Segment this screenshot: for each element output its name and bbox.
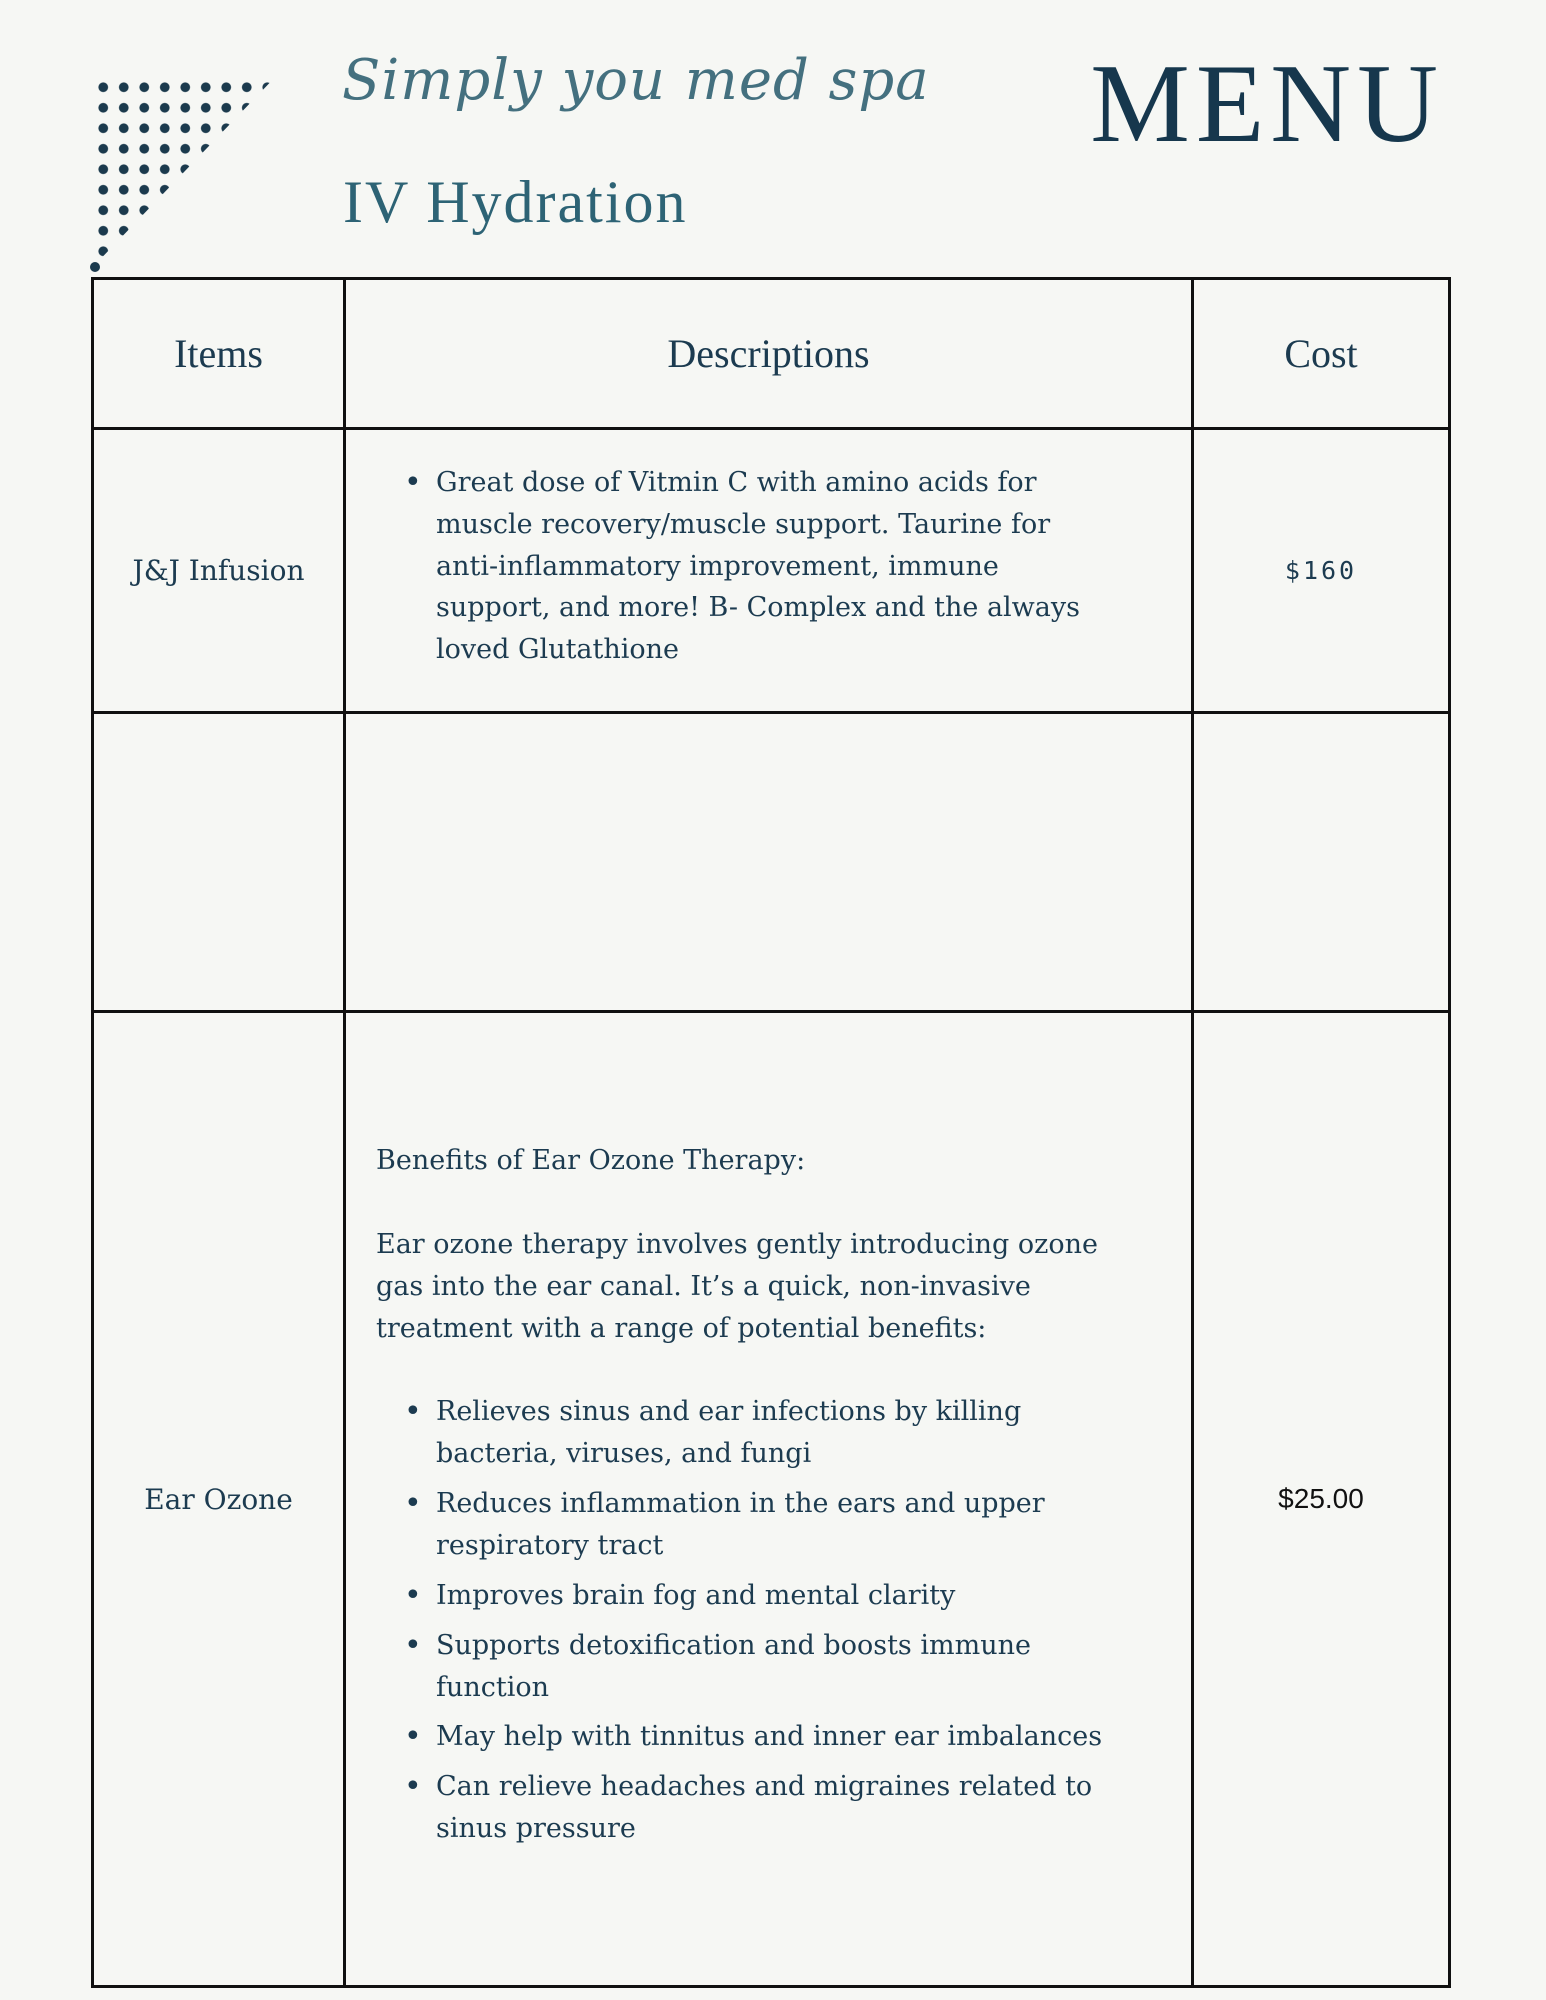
table-row-ear-ozone bbox=[93, 1012, 1450, 1987]
brand-logo-text: Simply you med spa bbox=[342, 48, 930, 113]
section-title: IV Hydration bbox=[343, 169, 688, 235]
description-ear-ozone bbox=[345, 1012, 1193, 1987]
cost-ear-ozone bbox=[1193, 1012, 1450, 1987]
item-name-jj-infusion: J&J Infusion bbox=[93, 429, 345, 713]
single-dot-icon bbox=[90, 262, 100, 272]
header-cost: Cost bbox=[1193, 279, 1450, 429]
bullet-list bbox=[376, 1391, 1141, 1849]
menu-title: MENU bbox=[1090, 42, 1444, 166]
bullet-item: • Supports detoxification and boosts immune function bbox=[404, 1625, 1141, 1709]
bullet-list bbox=[376, 462, 1091, 671]
bullet-item: • Great dose of Vitmin C with amino acids for muscle recovery/muscle support. Taurine for anti-inflammatory improvement, immune support, and more! B- Complex and the always loved Glutathione bbox=[404, 462, 1091, 671]
header-descriptions: Descriptions bbox=[345, 279, 1193, 429]
bullet-item: • May help with tinnitus and inner ear imbalances bbox=[404, 1716, 1141, 1758]
ozone-intro-paragraph: Ear ozone therapy involves gently introducing ozone gas into the ear canal. It’s a quick, non-invasive treatment with a range of potential benefits: bbox=[376, 1228, 1098, 1344]
cost-value: $25.00 bbox=[1278, 1483, 1364, 1514]
cost-empty bbox=[1193, 713, 1450, 1012]
cost-jj-infusion bbox=[1193, 429, 1450, 713]
table-row-empty bbox=[93, 713, 1450, 1012]
bullet-item: • Improves brain fog and mental clarity bbox=[404, 1575, 1141, 1617]
table-row-jj-infusion bbox=[93, 429, 1450, 713]
table-header-row bbox=[93, 279, 1450, 429]
bullet-item: • Relieves sinus and ear infections by killing bacteria, viruses, and fungi bbox=[404, 1391, 1141, 1475]
bullet-item: • Reduces inflammation in the ears and upper respiratory tract bbox=[404, 1483, 1141, 1567]
menu-table bbox=[91, 277, 1451, 1988]
description-jj-infusion bbox=[345, 429, 1193, 713]
header-items: Items bbox=[93, 279, 345, 429]
description-empty bbox=[345, 713, 1193, 1012]
dot-triangle-icon bbox=[88, 72, 280, 272]
item-name-empty bbox=[93, 713, 345, 1012]
item-name-ear-ozone: Ear Ozone bbox=[93, 1012, 345, 1987]
ozone-benefits-title: Benefits of Ear Ozone Therapy: bbox=[376, 1145, 806, 1177]
cost-value: $160 bbox=[1284, 556, 1358, 585]
bullet-item: • Can relieve headaches and migraines related to sinus pressure bbox=[404, 1766, 1141, 1850]
